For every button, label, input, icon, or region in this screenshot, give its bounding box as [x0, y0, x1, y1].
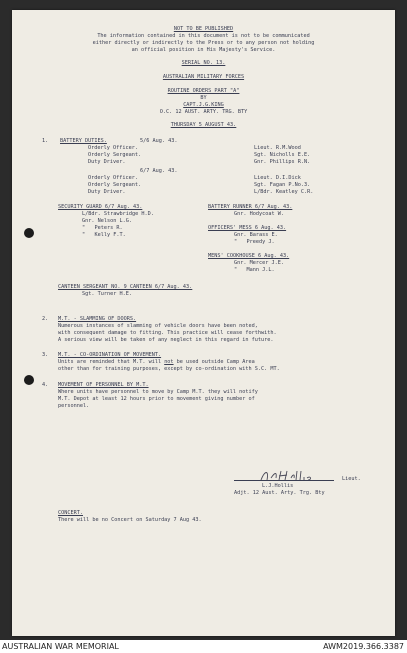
- item-number: 4.: [42, 382, 49, 388]
- duty-role: Orderly Officer.: [88, 145, 138, 151]
- concert-heading: CONCERT.: [58, 510, 83, 516]
- guard-member: Gnr. Nelson L.G.: [82, 218, 132, 224]
- duty-name: Lieut. D.I.Dick: [254, 175, 301, 181]
- notice-line: either directly or indirectly to the Press or to any person not holding: [92, 40, 315, 46]
- order-date: THURSDAY 5 AUGUST 43.: [170, 122, 237, 128]
- officers-mess-heading: OFFICERS' MESS 6 Aug. 43.: [208, 225, 287, 231]
- paragraph-line: [58, 359, 255, 365]
- paragraph-line: personnel.: [58, 403, 90, 409]
- cookhouse-member: Gnr. Mercer J.E.: [234, 260, 284, 266]
- serial-number: SERIAL NO. 13.: [181, 60, 226, 66]
- duty-name: Sgt. Nicholls E.E.: [254, 152, 311, 158]
- canteen-heading: CANTEEN SERGEANT NO. 9 CANTEEN 6/7 Aug. 43.: [58, 284, 193, 290]
- duty-role: Orderly Officer.: [88, 175, 138, 181]
- punch-hole: [24, 228, 34, 238]
- command-line: O.C. 12 AUST. ARTY. TRG. BTY: [159, 109, 248, 115]
- security-guard-heading: SECURITY GUARD 6/7 Aug. 43.: [58, 204, 143, 210]
- paragraph-line: Where units have personnel to move by Camp M.T. they will notify: [58, 389, 258, 395]
- mess-member: " Preedy J.: [234, 239, 275, 245]
- duty-role: Duty Driver.: [88, 189, 126, 195]
- duty-name: Gnr. Phillips R.N.: [254, 159, 311, 165]
- duty-role: Duty Driver.: [88, 159, 126, 165]
- mens-cookhouse-heading: MENS' COOKHOUSE 6 Aug. 43.: [208, 253, 290, 259]
- accession-number: AWM2019.366.3387: [323, 642, 404, 651]
- duty-name: Sgt. Fagan P.No.3.: [254, 182, 311, 188]
- item-number: 3.: [42, 352, 49, 358]
- paragraph-line: other than for training purposes, except by co-ordination with S.C. MT.: [58, 366, 280, 372]
- paragraph-line: There will be no Concert on Saturday 7 Aug 43.: [58, 517, 202, 523]
- duty-role: Orderly Sergeant.: [88, 182, 142, 188]
- guard-member: " Kelly F.T.: [82, 232, 126, 238]
- cookhouse-member: " Mann J.L.: [234, 267, 275, 273]
- guard-member: L/Bdr. Strawbridge H.D.: [82, 211, 154, 217]
- orders-heading: ROUTINE ORDERS PART "A": [167, 88, 240, 94]
- signatory-name: L.J.Hollis: [262, 483, 294, 489]
- paragraph-line: A serious view will be taken of any neglect in this regard in future.: [58, 337, 274, 343]
- duty-role: Orderly Sergeant.: [88, 152, 142, 158]
- restriction-heading: NOT TO BE PUBLISHED: [173, 26, 234, 32]
- slamming-doors-heading: M.T. - SLAMMING OF DOORS.: [58, 316, 137, 322]
- institution-label: AUSTRALIAN WAR MEMORIAL: [2, 642, 119, 651]
- handwritten-signature: [257, 468, 327, 484]
- text-run: Units are reminded that M.T. will: [58, 359, 165, 365]
- force-heading: AUSTRALIAN MILITARY FORCES: [162, 74, 245, 80]
- canteen-member: Sgt. Turner H.E.: [82, 291, 132, 297]
- duty-name: Lieut. R.M.Wood: [254, 145, 301, 151]
- item-number: 1.: [42, 138, 49, 144]
- duty-name: L/Bdr. Keatley C.R.: [254, 189, 314, 195]
- paragraph-line: M.T. Depot at least 12 hours prior to movement giving number of: [58, 396, 255, 402]
- signatory-title: Adjt. 12 Aust. Arty. Trg. Bty: [234, 490, 325, 496]
- footer-bar: [0, 640, 407, 653]
- signature-line: [234, 480, 334, 481]
- signatory-rank: Lieut.: [342, 476, 361, 482]
- notice-line: The information contained in this document is not to be communicated: [97, 33, 310, 39]
- paragraph-line: Numerous instances of slamming of vehicle doors have been noted,: [58, 323, 258, 329]
- coordination-heading: M.T. - CO-ORDINATION OF MOVEMENT.: [58, 352, 162, 358]
- duty-date: 5/6 Aug. 43.: [140, 138, 178, 144]
- battery-runner-heading: BATTERY RUNNER 6/7 Aug. 43.: [208, 204, 293, 210]
- duty-date: 6/7 Aug. 43.: [140, 168, 178, 174]
- guard-member: " Peters R.: [82, 225, 123, 231]
- mess-member: Gnr. Barass E.: [234, 232, 278, 238]
- paragraph-line: with consequent damage to fitting. This practice will cease forthwith.: [58, 330, 277, 336]
- document-page: [12, 10, 395, 636]
- text-run: be used outside Camp Area: [173, 359, 255, 365]
- item-number: 2.: [42, 316, 49, 322]
- emphasis-not: not: [164, 359, 174, 365]
- battery-duties-heading: BATTERY DUTIES.: [60, 138, 107, 144]
- by-label: BY: [200, 95, 207, 101]
- notice-line: an official position in His Majesty's Service.: [131, 47, 276, 53]
- officer-name: CAPT.J.G.KING: [183, 102, 224, 108]
- movement-personnel-heading: MOVEMENT OF PERSONNEL BY M.T.: [58, 382, 149, 388]
- punch-hole: [24, 375, 34, 385]
- runner-member: Gnr. Hodycoat W.: [234, 211, 284, 217]
